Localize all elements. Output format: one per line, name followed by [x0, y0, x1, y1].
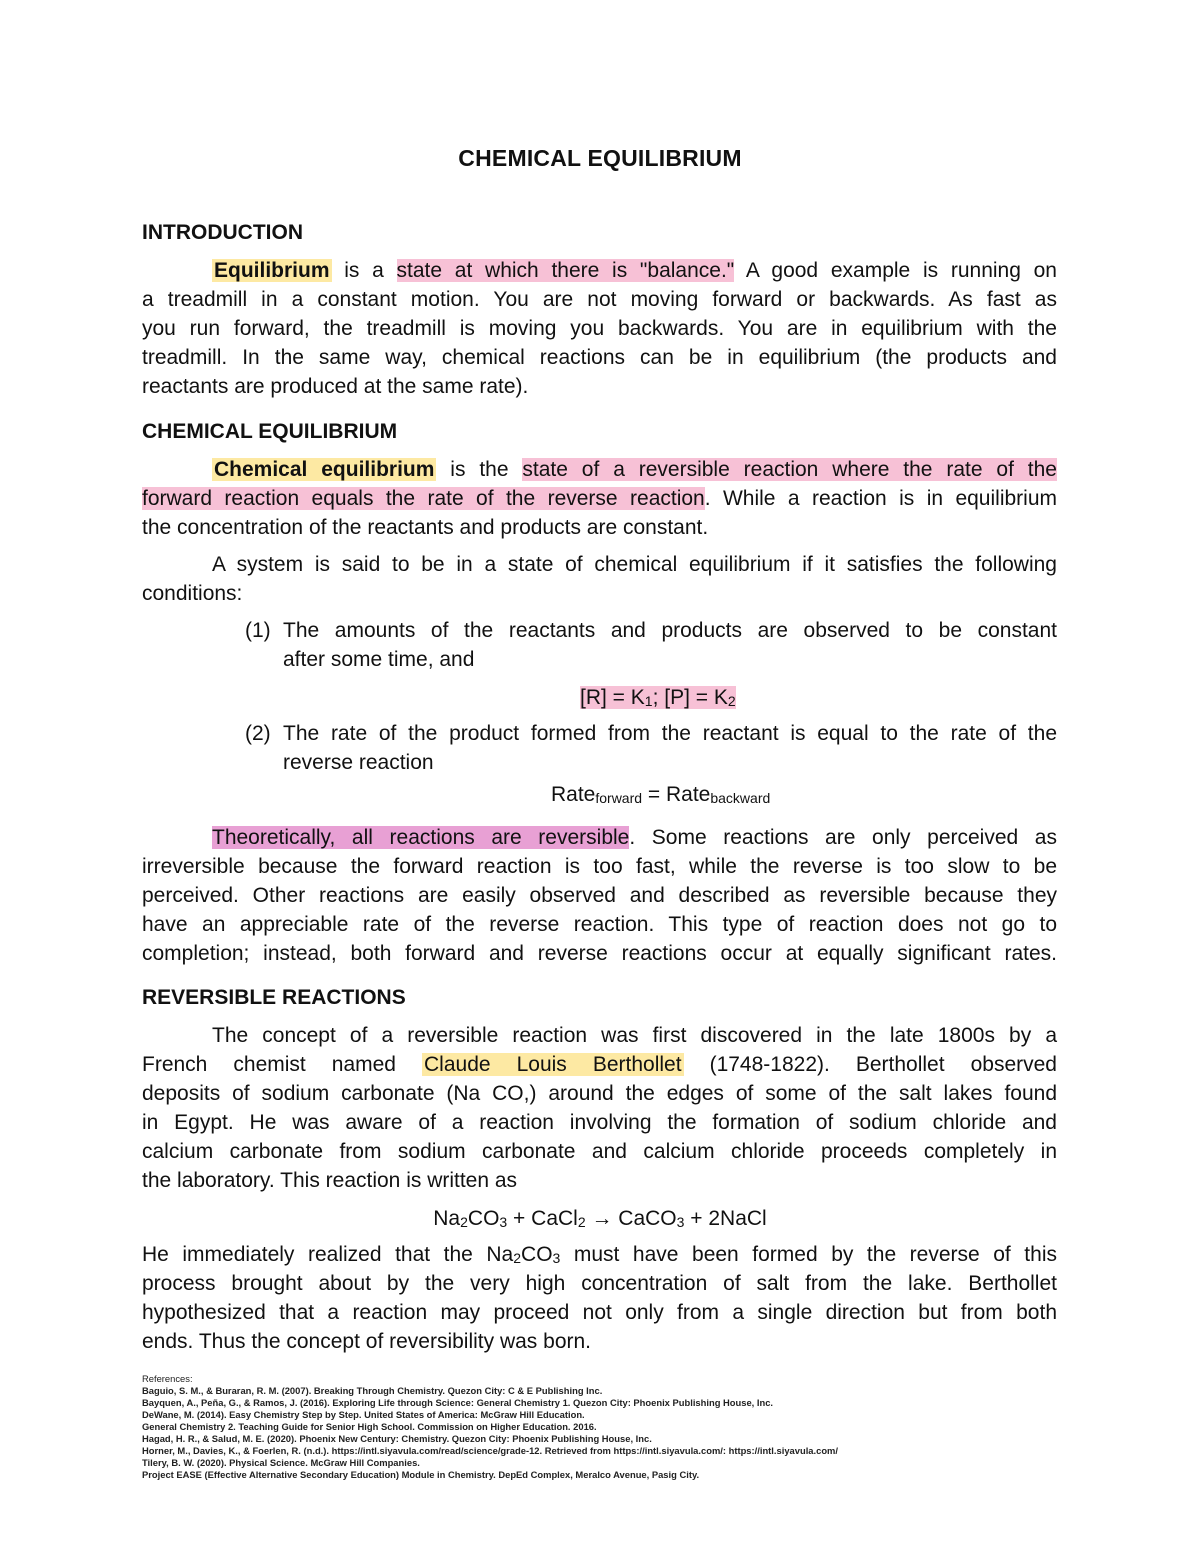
chem-p3-line-3: perceived. Other reactions are easily observed and described as reversible because they [142, 884, 1057, 907]
rev-line-5: calcium carbonate from sodium carbonate and calcium chloride proceeds completely in [142, 1140, 1057, 1163]
references [142, 1373, 838, 1481]
intro-line-4: treadmill. In the same way, chemical reactions can be in equilibrium (the products and [142, 346, 1057, 369]
rev-p2-line-1: He immediately realized that the $Na_2CO_3$ must have been formed by the reverse of this [142, 1243, 1057, 1266]
chem-line-3: the concentration of the reactants and products are constant. [142, 516, 709, 539]
equation-concentration: $[R] = K_1$; $[P] = K_2$ [580, 686, 736, 709]
reference-item: Tilery, B. W. (2020). Physical Science. McGraw Hill Companies. [142, 1457, 420, 1468]
reference-item: General Chemistry 2. Teaching Guide for Senior High School. Commission on Higher Education. 2016. [142, 1421, 597, 1432]
rev-line-6: the laboratory. This reaction is written as [142, 1169, 518, 1192]
rev-p2-line-4: ends. Thus the concept of reversibility was born. [142, 1330, 592, 1353]
rev-p2-line-2: process brought about by the very high concentration of salt from the lake. Berthollet [142, 1272, 1057, 1295]
equation-reaction: $Na_2CO_3$ + CaCl$_2$ → CaCO$_3$ + 2NaCl [433, 1207, 767, 1230]
rev-line-4: in Egypt. He was aware of a reaction involving the formation of sodium chloride and [142, 1111, 1057, 1134]
rev-line-2: French chemist named Claude Louis Berthollet (1748-1822). Berthollet observed [142, 1053, 1057, 1076]
chem-p3-line-5: completion; instead, both forward and reverse reactions occur at equally significant rates. [142, 942, 1057, 965]
reference-item: Hagad, H. R., & Salud, M. E. (2020). Phoenix New Century: Chemistry. Quezon City: Phoenix Publishing House, Inc. [142, 1433, 652, 1444]
condition-2-number: (2) [245, 722, 271, 745]
chem-p2-line-2: conditions: [142, 582, 243, 605]
heading-chemical-equilibrium: CHEMICAL EQUILIBRIUM [142, 420, 398, 443]
reference-item: Project EASE (Effective Alternative Secondary Education) Module in Chemistry. DepEd Complex, Meralco Avenue, Pasig City. [142, 1469, 700, 1480]
intro-line-3: you run forward, the treadmill is moving you backwards. You are in equilibrium with the [142, 317, 1057, 340]
term-chemical-equilibrium: Chemical equilibrium [214, 458, 435, 481]
heading-reversible-reactions: REVERSIBLE REACTIONS [142, 986, 406, 1009]
highlight-definition-2: forward reaction equals the rate of the reverse reaction [142, 487, 705, 510]
reference-item: Bayquen, A., Peña, G., & Ramos, J. (2016). Exploring Life through Science: General Chemistry 1. Quezon City: Phoenix Publishing House, Inc. [142, 1397, 774, 1408]
document-page: CHEMICAL EQUILIBRIUM INTRODUCTION Equilibrium is a state at which there is "balance." A good example is running on a treadmill in a constant motion. You are not moving forward or backwards. As fast as you run forward, the treadmill is moving you backwards. You are in equilibrium with the treadmill. In the same way, chemical reactions can be in equilibrium (the products and reactants are produced at the same rate). CHEMICAL EQUILIBRIUM Chemical equilibrium is the state of a reversible reaction where the rate of the forward reaction equals the rate of the reverse reaction. While a reaction is in equilibrium the concentration of the reactants and products are constant. A system is said to be in a state of chemical equilibrium if it satisfies the following conditions: (1) The amounts of the reactants and products are observed to be constant after some time, and $[R] = K_1$; $[P] = K_2$ (2) The rate of the product formed from the reactant is equal to the rate of the reverse reaction Rate$_{forward}$ = Rate$_{backward}$ Theoretically, all reactions are reversible. Some reactions are only perceived as irreversible because the forward reaction is too fast, while the reverse is too slow to be perceived. Other reactions are easily observed and described as reversible because they have an appreciable rate of the reverse reaction. This type of reaction does not go to completion; instead, both forward and reverse reactions occur at equally significant rates. REVERSIBLE REACTIONS The concept of a reversible reaction was first discovered in the late 1800s by a French chemist named Claude Louis Berthollet (1748-1822). Berthollet observed deposits of sodium carbonate (Na CO,) around the edges of some of the salt lakes found in Egypt. He was aware of a reaction involving the formation of sodium chloride and calcium carbonate from sodium carbonate and calcium chloride proceeds completely in the laboratory. This reaction is written as $Na_2CO_3$ + CaCl$_2$ → CaCO$_3$ + 2NaCl He immediately realized that the $Na_2CO_3$ must have been formed by the reverse of this process brought about by the very high concentration of salt from the lake. Berthollet hypothesized that a reaction may proceed not only from a single direction but from both ends. Thus the concept of reversibility was born. References: Baguio, S. M., & Buraran, R. M. (2007). Breaking Through Chemistry. Quezon City: C & E Publishing Inc. Bayquen, A., Peña, G., & Ramos, J. (2016). Exploring Life through Science: General Chemistry 1. Quezon City: Phoenix Publishing House, Inc. DeWane, M. (2014). Easy Chemistry Step by Step. United States of America: McGraw Hill Education. General Chemistry 2. Teaching Guide for Senior High School. Commission on Higher Education. 2016. Hagad, H. R., & Salud, M. E. (2020). Phoenix New Century: Chemistry. Quezon City: Phoenix Publishing House, Inc. Horner, M., Davies, K., & Foerlen, R. (n.d.). https://intl.siyavula.com/read/science/grade-12. Retrieved from https://intl.siyavula.com/: https://intl.siyavula.com/ Tilery, B. W. (2020). Physical Science. McGraw Hill Companies. Project EASE (Effective Alternative Secondary Education) Module in Chemistry. DepEd Complex, Meralco Avenue, Pasig City. [0, 0, 1200, 1553]
intro-line-1: Equilibrium is a state at which there is "balance." A good example is running on [214, 259, 1057, 282]
highlight-berthollet: Claude Louis Berthollet [424, 1053, 682, 1076]
rev-line-1: The concept of a reversible reaction was first discovered in the late 1800s by a [212, 1024, 1057, 1047]
page-title: CHEMICAL EQUILIBRIUM [458, 145, 742, 171]
chem-p3-line-1: Theoretically, all reactions are reversible. Some reactions are only perceived as [212, 826, 1057, 849]
equation-rate: Rate$_{forward}$ = Rate$_{backward}$ [551, 783, 771, 806]
term-equilibrium: Equilibrium [214, 259, 330, 282]
condition-1-number: (1) [245, 619, 271, 642]
heading-introduction: INTRODUCTION [142, 221, 303, 244]
reference-item: Horner, M., Davies, K., & Foerlen, R. (n.d.). https://intl.siyavula.com/read/science/grade-12. Retrieved from https://intl.siyavula.com/: https://intl.siyavula.com/ [142, 1445, 839, 1456]
highlight-definition: state at which there is "balance." [396, 259, 735, 282]
intro-line-5: reactants are produced at the same rate). [142, 375, 529, 398]
chem-line-2: forward reaction equals the rate of the reverse reaction. While a reaction is in equilibrium [142, 487, 1057, 510]
references-label: References: [142, 1373, 193, 1384]
rev-p2-line-3: hypothesized that a reaction may proceed not only from a single direction but from both [142, 1301, 1057, 1324]
highlight-reversible: Theoretically, all reactions are reversible [212, 826, 630, 849]
chem-p3-line-2: irreversible because the forward reaction is too fast, while the reverse is too slow to be [142, 855, 1057, 878]
intro-line-2: a treadmill in a constant motion. You are not moving forward or backwards. As fast as [142, 288, 1057, 311]
highlight-definition-1: state of a reversible reaction where the rate of the [522, 458, 1057, 481]
chem-p2-line-1: A system is said to be in a state of chemical equilibrium if it satisfies the following [212, 553, 1057, 576]
chem-line-1: Chemical equilibrium is the state of a reversible reaction where the rate of the [214, 458, 1057, 481]
chem-p3-line-4: have an appreciable rate of the reverse reaction. This type of reaction does not go to [142, 913, 1057, 936]
reference-item: Baguio, S. M., & Buraran, R. M. (2007). Breaking Through Chemistry. Quezon City: C & E Publishing Inc. [142, 1385, 603, 1396]
reference-item: DeWane, M. (2014). Easy Chemistry Step by Step. United States of America: McGraw Hill Education. [142, 1409, 585, 1420]
rev-line-3: deposits of sodium carbonate (Na CO,) around the edges of some of the salt lakes found [142, 1082, 1057, 1105]
